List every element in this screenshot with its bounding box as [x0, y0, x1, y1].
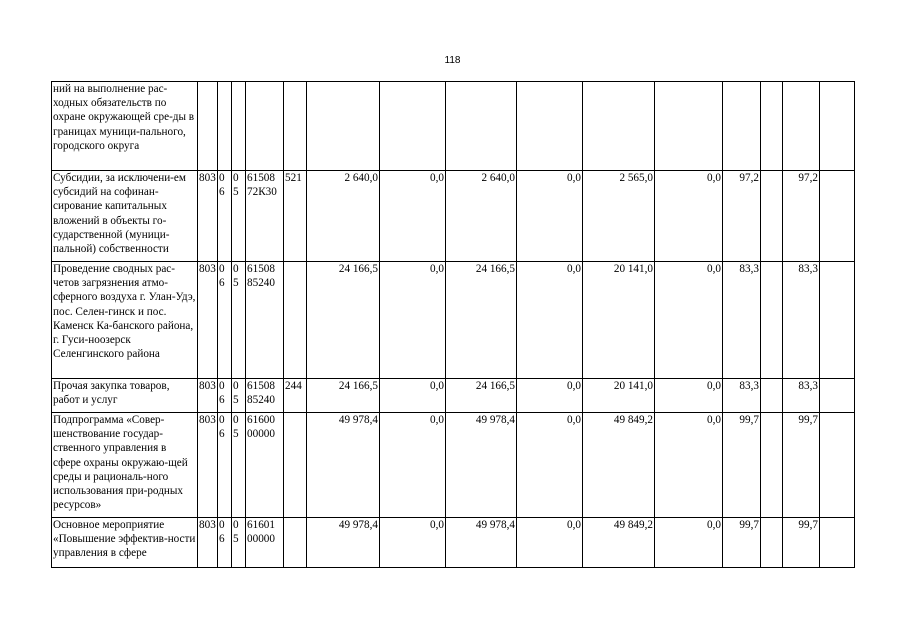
amount-cell: 0,0 [517, 518, 583, 568]
amount-cell: 0,0 [517, 262, 583, 379]
percent-cell: 83,3 [783, 379, 820, 413]
amount-cell: 0,0 [655, 379, 723, 413]
amount-cell: 0,0 [517, 413, 583, 518]
amount-cell: 20 141,0 [583, 262, 655, 379]
empty-cell [820, 379, 855, 413]
admin-code-cell: 803 [198, 518, 218, 568]
table-row [52, 82, 855, 171]
amount-cell [583, 82, 655, 171]
empty-cell [820, 82, 855, 171]
table-row [52, 262, 855, 379]
subsection-code-cell: 05 [232, 413, 246, 518]
amount-cell: 0,0 [380, 518, 446, 568]
amount-cell: 2 565,0 [583, 171, 655, 262]
section-code-cell: 06 [218, 379, 232, 413]
subsection-code-cell: 05 [232, 518, 246, 568]
percent-cell [783, 82, 820, 171]
amount-cell: 24 166,5 [307, 379, 380, 413]
target-code-cell: 61508 85240 [246, 262, 284, 379]
amount-cell [380, 82, 446, 171]
amount-cell [655, 82, 723, 171]
row-name-cell: ний на выполнение рас-ходных обязательств по охране окружающей сре-ды в границах муници-пального, городского округа [52, 82, 198, 171]
amount-cell: 49 849,2 [583, 413, 655, 518]
amount-cell: 49 849,2 [583, 518, 655, 568]
target-code-cell: 61601 00000 [246, 518, 284, 568]
amount-cell: 24 166,5 [446, 262, 517, 379]
table-row [52, 171, 855, 262]
row-name-cell: Подпрограмма «Совер-шенствование государ-ственного управления в сфере охраны окружаю-щей среды и рациональ-ного использования при-родных ресурсов» [52, 413, 198, 518]
percent-cell: 83,3 [723, 262, 761, 379]
amount-cell: 0,0 [655, 518, 723, 568]
expense-type-cell [284, 413, 307, 518]
subsection-code-cell: 05 [232, 379, 246, 413]
amount-cell: 0,0 [655, 262, 723, 379]
percent-cell: 99,7 [723, 518, 761, 568]
amount-cell [517, 82, 583, 171]
admin-code-cell: 803 [198, 379, 218, 413]
subsection-code-cell: 05 [232, 262, 246, 379]
budget-table [51, 81, 855, 568]
row-name-cell: Субсидии, за исключени-ем субсидий на софинан-сирование капитальных вложений в объекты го-сударственной (муници-пальной) собственности [52, 171, 198, 262]
page-number: 118 [444, 55, 461, 66]
expense-type-cell: 521 [284, 171, 307, 262]
amount-cell: 2 640,0 [446, 171, 517, 262]
amount-cell: 0,0 [517, 171, 583, 262]
table-row [52, 379, 855, 413]
amount-cell: 24 166,5 [307, 262, 380, 379]
amount-cell [446, 82, 517, 171]
amount-cell [307, 82, 380, 171]
expense-type-cell: 244 [284, 379, 307, 413]
empty-cell [761, 171, 783, 262]
empty-cell [761, 379, 783, 413]
empty-cell [761, 82, 783, 171]
section-code-cell: 06 [218, 518, 232, 568]
target-code-cell: 61508 72К30 [246, 171, 284, 262]
percent-cell [723, 82, 761, 171]
amount-cell: 49 978,4 [446, 413, 517, 518]
amount-cell: 49 978,4 [446, 518, 517, 568]
amount-cell: 0,0 [655, 413, 723, 518]
amount-cell: 49 978,4 [307, 413, 380, 518]
admin-code-cell [198, 82, 218, 171]
amount-cell: 0,0 [380, 171, 446, 262]
row-name-cell: Проведение сводных рас-четов загрязнения атмо-сферного воздуха г. Улан-Удэ, пос. Селен-гинск и пос. Каменск Ка-банского района, г. Гуси-ноозерск Селенгинского района [52, 262, 198, 379]
admin-code-cell: 803 [198, 413, 218, 518]
empty-cell [820, 518, 855, 568]
row-name-cell: Основное мероприятие «Повышение эффектив-ности управления в сфере [52, 518, 198, 568]
table-row [52, 518, 855, 568]
percent-cell: 97,2 [723, 171, 761, 262]
percent-cell: 83,3 [783, 262, 820, 379]
amount-cell: 0,0 [380, 262, 446, 379]
section-code-cell [218, 82, 232, 171]
amount-cell: 0,0 [380, 379, 446, 413]
section-code-cell: 06 [218, 171, 232, 262]
amount-cell: 0,0 [517, 379, 583, 413]
empty-cell [761, 262, 783, 379]
percent-cell: 83,3 [723, 379, 761, 413]
empty-cell [761, 413, 783, 518]
target-code-cell: 61600 00000 [246, 413, 284, 518]
percent-cell: 99,7 [723, 413, 761, 518]
expense-type-cell [284, 262, 307, 379]
subsection-code-cell: 05 [232, 171, 246, 262]
amount-cell: 2 640,0 [307, 171, 380, 262]
target-code-cell: 61508 85240 [246, 379, 284, 413]
amount-cell: 49 978,4 [307, 518, 380, 568]
empty-cell [761, 518, 783, 568]
empty-cell [820, 262, 855, 379]
amount-cell: 20 141,0 [583, 379, 655, 413]
empty-cell [820, 171, 855, 262]
section-code-cell: 06 [218, 262, 232, 379]
amount-cell: 24 166,5 [446, 379, 517, 413]
amount-cell: 0,0 [380, 413, 446, 518]
expense-type-cell [284, 518, 307, 568]
admin-code-cell: 803 [198, 171, 218, 262]
expense-type-cell [284, 82, 307, 171]
amount-cell: 0,0 [655, 171, 723, 262]
percent-cell: 99,7 [783, 518, 820, 568]
target-code-cell [246, 82, 284, 171]
percent-cell: 99,7 [783, 413, 820, 518]
table-row [52, 413, 855, 518]
empty-cell [820, 413, 855, 518]
section-code-cell: 06 [218, 413, 232, 518]
subsection-code-cell [232, 82, 246, 171]
row-name-cell: Прочая закупка товаров, работ и услуг [52, 379, 198, 413]
admin-code-cell: 803 [198, 262, 218, 379]
percent-cell: 97,2 [783, 171, 820, 262]
